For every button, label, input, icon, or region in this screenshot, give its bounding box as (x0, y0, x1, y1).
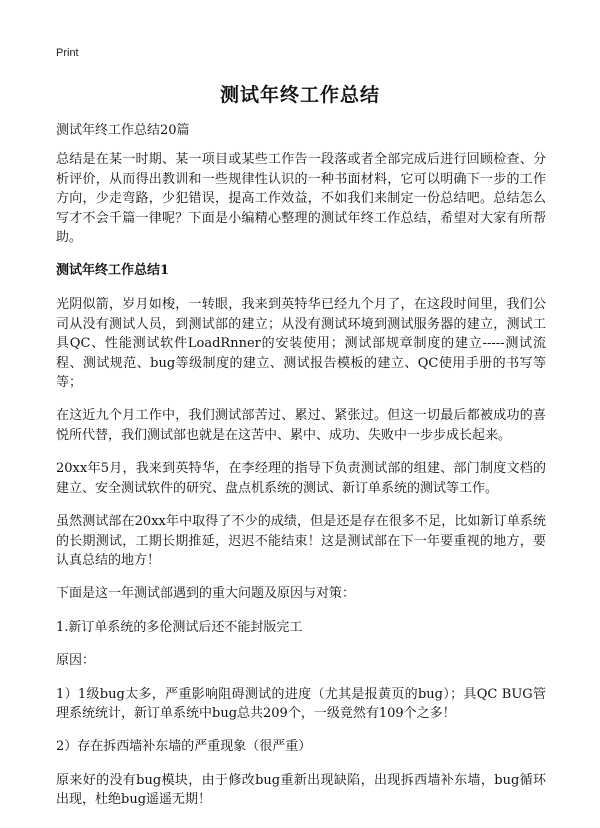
body-paragraph: 光阴似箭，岁月如梭，一转眼，我来到英特华已经九个月了，在这段时间里，我们公司从没有测试人员，到测试部的建立；从没有测试环境到测试服务器的建立，测试工具QC、性能测试软件LoadRnner的安装使用；测试部规章制度的建立-----测试流程、测试规范、bug等级制度的建立、测试报告模板的建立、QC使用手册的书写等等； (56, 297, 546, 391)
document-subtitle: 测试年终工作总结20篇 (56, 123, 190, 138)
section-heading: 测试年终工作总结1 (56, 263, 170, 279)
body-paragraph: 原来好的没有bug模块，由于修改bug重新出现缺陷，出现拆西墙补东墙，bug循环出现，杜绝bug遥遥无期！ (56, 772, 546, 808)
intro-paragraph: 总结是在某一时期、某一项目或某些工作告一段落或者全部完成后进行回顾检查、分析评价，从而得出教训和一些规律性认识的一种书面材料，它可以明确下一步的工作方向，少走弯路，少犯错误，提高工作效益，不如我们来制定一份总结吧。总结怎么写才不会千篇一律呢？下面是小编精心整理的测试年终工作总结，希望对大家有所帮助。 (56, 152, 546, 246)
issue-heading: 1.新订单系统的多伦测试后还不能封版完工 (56, 619, 303, 635)
page-title: 测试年终工作总结 (219, 84, 380, 106)
document-body (56, 121, 546, 824)
reason-item: 2）存在拆西墙补东墙的严重现象（很严重） (56, 739, 312, 755)
print-link[interactable]: Print (56, 47, 79, 59)
body-paragraph: 在这近九个月工作中，我们测试部苦过、累过、紧张过。但这一切最后都被成功的喜悦所代替，我们测试部也就是在这苦中、累中、成功、失败中一步步成长起来。 (56, 408, 546, 443)
body-paragraph: 虽然测试部在20xx年中取得了不少的成绩，但是还是存在很多不足，比如新订单系统的长期测试，工期长期推延，迟迟不能结束！这是测试部在下一年要重视的地方，要认真总结的地方！ (56, 514, 546, 568)
body-paragraph: 20xx年5月，我来到英特华，在李经理的指导下负责测试部的组建、部门制度文档的建立、安全测试软件的研究、盘点机系统的测试、新订单系统的测试等工作。 (56, 461, 546, 496)
reason-label: 原因： (56, 653, 96, 669)
reason-item: 1）1级bug太多，严重影响阻碍测试的进度（尤其是报黄页的bug）；具QC BUG管理系统统计，新订单系统中bug总共209个，一级竟然有109个之多！ (56, 686, 546, 721)
body-paragraph: 下面是这一年测试部遇到的重大问题及原因与对策： (56, 586, 356, 602)
